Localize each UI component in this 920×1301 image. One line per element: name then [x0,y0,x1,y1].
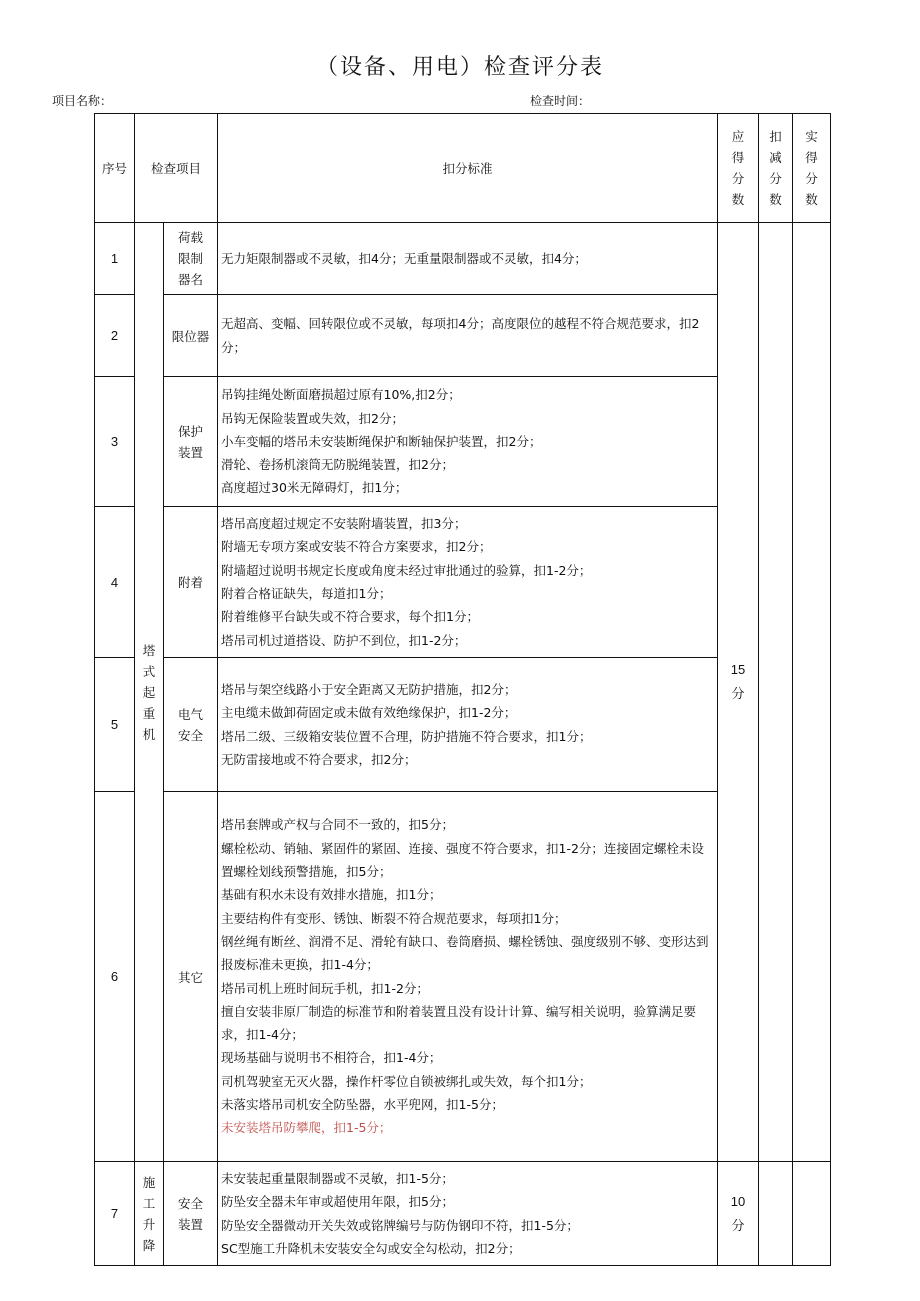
standard-line: 螺栓松动、销轴、紧固件的紧固、连接、强度不符合要求，扣1-2分；连接固定螺栓未设置螺栓划线预警措施，扣5分； [221,840,704,880]
standard-line: 附墙无专项方案或安装不符合方案要求，扣2分； [221,539,492,555]
row-seq: 5 [95,658,135,792]
deduct-score-cell [759,1162,793,1266]
row-standard [218,377,718,507]
standard-line: 防坠安全器微动开关失效或铭牌编号与防伪钢印不符，扣1-5分； [221,1217,579,1233]
header-standard: 扣分标准 [218,114,718,223]
standard-line: 高度超过30米无障碍灯，扣1分； [221,480,408,496]
standard-line: 擅自安装非原厂制造的标准节和附着装置且没有设计计算、编写相关说明，验算满足要求，扣1-4分； [221,1003,697,1043]
standard-line: 未落实塔吊司机安全防坠器，水平兜网，扣1-5分； [221,1096,504,1112]
group-name-hoist: 施 工 升 降 [135,1162,164,1266]
row-sub-item: 其它 [164,792,218,1162]
score-table [94,113,831,1266]
header-actual-score: 实 得 分 数 [793,114,831,223]
row-seq: 6 [95,792,135,1162]
row-sub-item: 限位器 [164,295,218,377]
header-item: 检查项目 [135,114,218,223]
standard-line: 滑轮、卷扬机滚筒无防脱绳装置，扣2分； [221,457,454,473]
row-sub-item: 荷载 限制 器名 [164,223,218,295]
row-standard [218,223,718,295]
row-sub-item: 电气 安全 [164,658,218,792]
group-due-score: 10 分 [718,1162,759,1266]
standard-line: 基础有积水未设有效排水措施，扣1分； [221,887,442,903]
row-standard [218,295,718,377]
row-sub-item: 保护 装置 [164,377,218,507]
standard-line: 塔吊套牌或产权与合同不一致的，扣5分； [221,817,454,833]
standard-line: SC型施工升降机未安装安全勾或安全勾松动，扣2分； [221,1240,521,1256]
actual-score-cell [793,223,831,1162]
standard-line: 小车变幅的塔吊未安装断绳保护和断轴保护装置，扣2分； [221,433,542,449]
row-sub-item: 附着 [164,507,218,658]
standard-line: 塔吊与架空线路小于安全距离又无防护措施，扣2分； [221,681,517,697]
header-due-score: 应 得 分 数 [718,114,759,223]
standard-line: 塔吊司机上班时间玩手机，扣1-2分； [221,980,429,996]
standard-line: 塔吊司机过道搭设、防护不到位，扣1-2分； [221,632,467,648]
group-name-tower-crane: 塔 式 起 重 机 [135,223,164,1162]
standard-line: 无超高、变幅、回转限位或不灵敏，每项扣4分；高度限位的越程不符合规范要求，扣2分； [221,316,700,355]
row-standard [218,1162,718,1266]
group-due-score: 15 分 [718,223,759,1162]
row-standard [218,792,718,1162]
standard-line: 附着维修平台缺失或不符合要求，每个扣1分； [221,609,479,625]
standard-line: 钢丝绳有断丝、润滑不足、滑轮有缺口、卷筒磨损、螺栓锈蚀、强度级别不够、变形达到报废标准未更换，扣1-4分； [221,933,709,973]
row-seq: 1 [95,223,135,295]
page-title: （设备、用电）检查评分表 [315,55,604,80]
header-seq: 序号 [95,114,135,223]
standard-line-highlight: 未安装塔吊防攀爬，扣1-5分； [221,1120,392,1136]
project-name-label: 项目名称： [52,94,113,108]
row-sub-item: 安全 装置 [164,1162,218,1266]
standard-line: 未安装起重量限制器或不灵敏，扣1-5分； [221,1170,454,1186]
row-seq: 3 [95,377,135,507]
standard-line: 吊钩无保险装置或失效，扣2分； [221,410,404,426]
table-row [95,223,831,295]
deduct-score-cell [759,223,793,1162]
standard-line: 无防雷接地或不符合要求，扣2分； [221,751,417,767]
standard-line: 司机驾驶室无灭火器，操作杆零位自锁被绑扎或失效，每个扣1分； [221,1073,592,1089]
standard-line: 无力矩限制器或不灵敏，扣4分；无重量限制器或不灵敏，扣4分； [221,250,587,266]
row-standard [218,658,718,792]
standard-line: 塔吊二级、三级箱安装位置不合理，防护措施不符合要求，扣1分； [221,728,592,744]
standard-line: 塔吊高度超过规定不安装附墙装置，扣3分； [221,516,467,532]
standard-line: 防坠安全器未年审或超使用年限，扣5分； [221,1194,454,1210]
standard-line: 附着合格证缺失，每道扣1分； [221,586,392,601]
actual-score-cell [793,1162,831,1266]
standard-line: 主电缆未做卸荷固定或未做有效绝缘保护，扣1-2分； [221,705,517,721]
row-seq: 7 [95,1162,135,1266]
standard-line: 主要结构件有变形、锈蚀、断裂不符合规范要求，每项扣1分； [221,910,567,926]
standard-line: 吊钩挂绳处断面磨损超过原有10%,扣2分； [221,387,461,403]
row-seq: 4 [95,507,135,658]
standard-line: 附墙超过说明书规定长度或角度未经过审批通过的验算，扣1-2分； [221,562,592,578]
table-row [95,1162,831,1266]
row-seq: 2 [95,295,135,377]
standard-line: 现场基础与说明书不相符合，扣1-4分； [221,1050,442,1066]
row-standard [218,507,718,658]
header-row [95,114,831,223]
header-deduct-score: 扣 减 分 数 [759,114,793,223]
inspection-time-label: 检查时间： [530,94,591,108]
